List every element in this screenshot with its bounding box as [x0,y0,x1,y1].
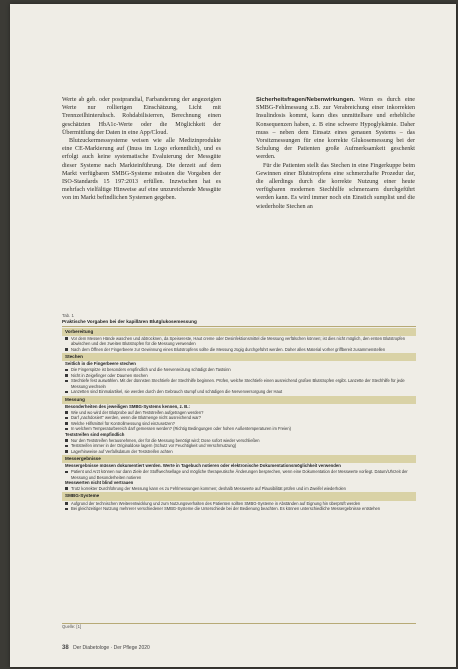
page-footer [62,645,150,651]
table-subheading: Messergebnisse müssen dokumentiert werden. Werte in Tagebuch notieren oder elektronische Dokumentationsmöglichkeit verwenden [65,463,341,469]
list-item: Nur den Teststreifen herausnehmen, der für die Messung benötigt wird; Dose sofort wieder verschließen [62,438,416,444]
list-item: Trotz korrekter Durchführung der Messung kann es zu Fehlmessungen kommen; deshalb Messwerte auf Plausibilität prüfen und im Zweifel wiederholen [62,486,416,492]
section-heading: Sicherheitsfragen/Nebenwirkungen. [256,97,355,103]
table-source: Quelle: [1] [62,623,416,630]
table-body [62,328,416,512]
journal-name: Der Diabetologe · Der Pflege 2020 [73,645,150,651]
paragraph: Für die Patienten stellt das Stechen in eine Fingerkuppe beim Gewinnen einer Blutstropfens eine schmerzhafte Prozedur dar, die allerdings durch die korrekte Nutzung einer heute verfügbaren modernen Stechhilfe schmerzarm durchgeführt werden kann. Es wird immer noch ein Einstich sumplist und die wiederholte Stechen an [256,162,415,210]
table-subheading: Seitlich in die Fingerbeere stechen [65,361,136,367]
table-subheading: Besonderheiten des jeweiligen SMBG-Systems kennen, z. B.: [65,403,190,409]
table-section-heading: Stechen [62,353,416,361]
table-subheading: Teststreifen sind empfindlich [65,431,125,437]
left-text-column [62,96,221,203]
paragraph: Blutzuckermesssysteme weisen wie alle Medizinprodukte eine CE-Markierung auf (Inuss im Logo erkenntlich), und es erfolgt auch keine systematische Evaluierung der Messgüte dieser Systeme nach Markteinführung. Die derzeit auf dem Markt verfügbaren SMBG-Systeme müssten die Vorgaben der ISO-Standards 15 197:2013 erfüllen. Inzwischen hat es mehrfach vielfältige Hinweise auf eine unzureichende Messgüte von im Markt befindlichen Systemen gegeben. [62,138,221,202]
table-section-heading: Vorbereitung [62,328,416,336]
list-item: Bei gleichzeitiger Nutzung mehrerer verschiedener SMBG-Systeme die Unterschiede bei der Bedienung beachten. Es können unterschiedliche Messergebnisse entstehen [62,506,416,512]
page-number: 38 [62,645,69,651]
table-section-heading: Messergebnisse [62,455,416,463]
table-box [62,313,416,512]
list-item: Nicht in Zeigefinger oder Daumen stechen [62,373,416,379]
list-item: Welche Hilfsmittel für Kontrollmessung sind einzusetzen? [62,421,416,427]
list-item: Stechtiefe fest auswählen. Mit der dünnsten Stechtiefe der Stechhilfe beginnen. Prüfen, welche Stechtiefe einen ausreichend großen Blutstropfen ergibt. Lanzette der Stechhilfe für jede Messung wechseln [62,378,416,389]
list-item: Wie und wo wird der Blutprobe auf den Teststreifen aufgetragen werden? [62,410,416,416]
list-item: Vor dem Messen Hände waschen und abtrocknen, da Speisereste, Haut creme oder Desinfektionsmittel die Messung verfälschen können; ist dies nicht möglich, den ersten Blutstropfen abwischen und den zweiten Blutstropfen für die Messung verwenden [62,336,416,347]
list-item: Teststreifen immer in der Originaldose lagern (Schutz vor Feuchtigkeit und Verschmutzung) [62,443,416,449]
list-item: Lanzetten sind Einmalartikel, sie werden durch den Gebrauch stumpf und schädigen die Nervenversorgung der Haut [62,389,416,395]
document-page [10,4,456,667]
paragraph: Werte ab geb. oder postprandial, Farbanderung der angezeigten Werte nur rollierigen Einschätzung, Licht mit Trennzeilhinteruhsch. Rohdabilisierren, Berechnung einen geschätzten HbA1c-Werte oder die Möglichkeit der Übermittlung der Daten in eine App/Cloud. [62,97,221,136]
paragraph-text: Wenn es durch eine SMBG-Fehlmessung z.B. zur Verabreichung einer inkorrekten Insulindosis kommt, kann dies unmittelbare und erhebliche Konsequenzen haben, z. B eine schwere Hypoglykämie. Daher muss – neben dem Einsatz eines genauen Systems – das Vorsitzmessungen für eine korrekte Glukosemessung bei der Schulung der Patienten große Aufmerksamkeit geschenkt werden. [256,97,415,161]
list-item: In welchem Temperaturbereich darf gemessen werden? (Richtig Bedingungen oder hohen Außentemperaturen im Freien) [62,426,416,432]
right-text-column [256,96,415,211]
list-item: Darf „nachdosiert" werden, wenn die Blutmenge nicht ausreichend war? [62,415,416,421]
table-title: Praktische Vorgaben bei der kapillären Blutglukosemessung [62,319,416,327]
table-label: Tab. 1 [62,313,74,318]
table-section-heading: Messung [62,396,416,404]
paragraph [256,96,415,162]
list-item: Die Fingerspitze ist besonders empfindlich und die Nervenreizung schädigt den Tastsinn [62,367,416,373]
list-item: Patient und Arzt können nur dann Ziele der Stoffwechsellage und mögliche therapeutische Änderungen besprechen, wenn eine Dokumentation der Messwerte vorliegt. Datum/Uhrzeit der Messung und Besonderheiten notieren [62,469,416,480]
list-item: Aufgrund der technischen Weiterentwicklung und zum Nutzungsverhalten des Patienten sollten SMBG-Systeme in Abständen auf Eignung hin überprüft werden [62,501,416,507]
list-item: Nach dem Öffnen der Fingerbeere zur Gewinnung eines Blutstropfens sollte die Messung zügig durchgeführt werden. Daher alles Material vorher griffbereit zusammenstellen [62,347,416,353]
list-item: Lagerhinweise auf Verfallsdatum der Teststreifen achten [62,449,416,455]
table-subheading: Messwerten nicht blind vertrauen [65,480,134,485]
table-section-heading: SMBG-Systeme [62,492,416,500]
